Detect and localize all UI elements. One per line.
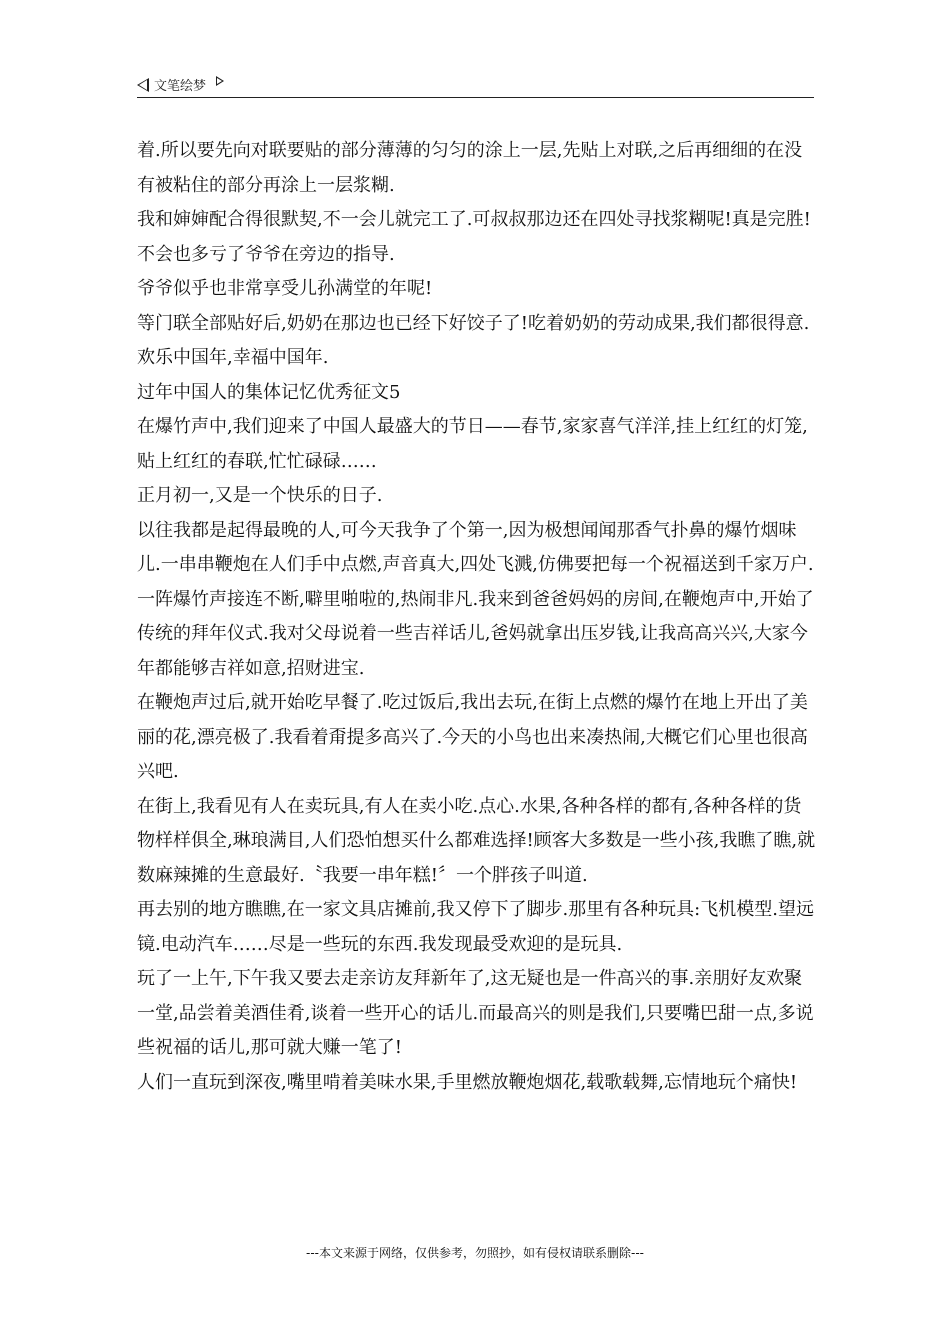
paragraph: 着.所以要先向对联要贴的部分薄薄的匀匀的涂上一层,先贴上对联,之后再细细的在没有被粘住的部分再涂上一层浆糊. — [137, 140, 803, 196]
paragraph: 我和婶婶配合得很默契,不一会儿就完工了.可叔叔那边还在四处寻找浆糊呢!真是完胜!不会也多亏了爷爷在旁边的指导. — [137, 209, 811, 265]
document-body — [137, 134, 817, 1100]
paragraph: 玩了一上午,下午我又要去走亲访友拜新年了,这无疑也是一件高兴的事.亲朋好友欢聚一堂,品尝着美酒佳肴,谈着一些开心的话儿.而最高兴的则是我们,只要嘴巴甜一点,多说些祝福的话儿,那可就大赚一笔了! — [137, 968, 814, 1058]
triangle-left-icon — [137, 78, 149, 92]
page-header — [137, 72, 814, 98]
paragraph: 在鞭炮声过后,就开始吃早餐了.吃过饭后,我出去玩,在街上点燃的爆竹在地上开出了美丽的花,漂亮极了.我看着甭提多高兴了.今天的小鸟也出来凑热闹,大概它们心里也很高兴吧. — [137, 692, 808, 782]
paragraph: 等门联全部贴好后,奶奶在那边也已经下好饺子了!吃着奶奶的劳动成果,我们都很得意. — [137, 312, 810, 334]
paragraph: 以往我都是起得最晚的人,可今天我争了个第一,因为极想闻闻那香气扑鼻的爆竹烟味儿.一串串鞭炮在人们手中点燃,声音真大,四处飞溅,仿佛要把每一个祝福送到千家万户.一阵爆竹声接连不断,噼里啪啦的,热闹非凡.我来到爸爸妈妈的房间,在鞭炮声中,开始了传统的拜年仪式.我对父母说着一些吉祥话儿,爸妈就拿出压岁钱,让我高高兴兴,大家今年都能够吉祥如意,招财进宝. — [137, 519, 814, 679]
header-brand — [137, 75, 224, 94]
paragraph: 在爆竹声中,我们迎来了中国人最盛大的节日——春节,家家喜气洋洋,挂上红红的灯笼,贴上红红的春联,忙忙碌碌…… — [137, 416, 808, 472]
header-title: 文笔绘梦 — [154, 79, 207, 94]
paragraph: 人们一直玩到深夜,嘴里啃着美味水果,手里燃放鞭炮烟花,载歌载舞,忘情地玩个痛快! — [137, 1071, 798, 1093]
footer-notice: ---本文来源于网络，仅供参考，勿照抄，如有侵权请联系删除--- — [306, 1246, 644, 1260]
section-title: 过年中国人的集体记忆优秀征文5 — [137, 381, 401, 403]
triangle-right-icon — [216, 76, 224, 86]
paragraph: 正月初一,又是一个快乐的日子. — [137, 485, 383, 506]
paragraph: 在街上,我看见有人在卖玩具,有人在卖小吃.点心.水果,各种各样的都有,各种各样的货物样样俱全,琳琅满目,人们恐怕想买什么都难选择!顾客大多数是一些小孩,我瞧了瞧,就数麻辣摊的生意最好.〝我要一串年糕!〞一个胖孩子叫道. — [137, 795, 816, 886]
paragraph: 欢乐中国年,幸福中国年. — [137, 347, 329, 368]
paragraph: 再去别的地方瞧瞧,在一家文具店摊前,我又停下了脚步.那里有各种玩具:飞机模型.望远镜.电动汽车……尽是一些玩的东西.我发现最受欢迎的是玩具. — [137, 899, 814, 955]
paragraph: 爷爷似乎也非常享受儿孙满堂的年呢! — [137, 278, 433, 299]
